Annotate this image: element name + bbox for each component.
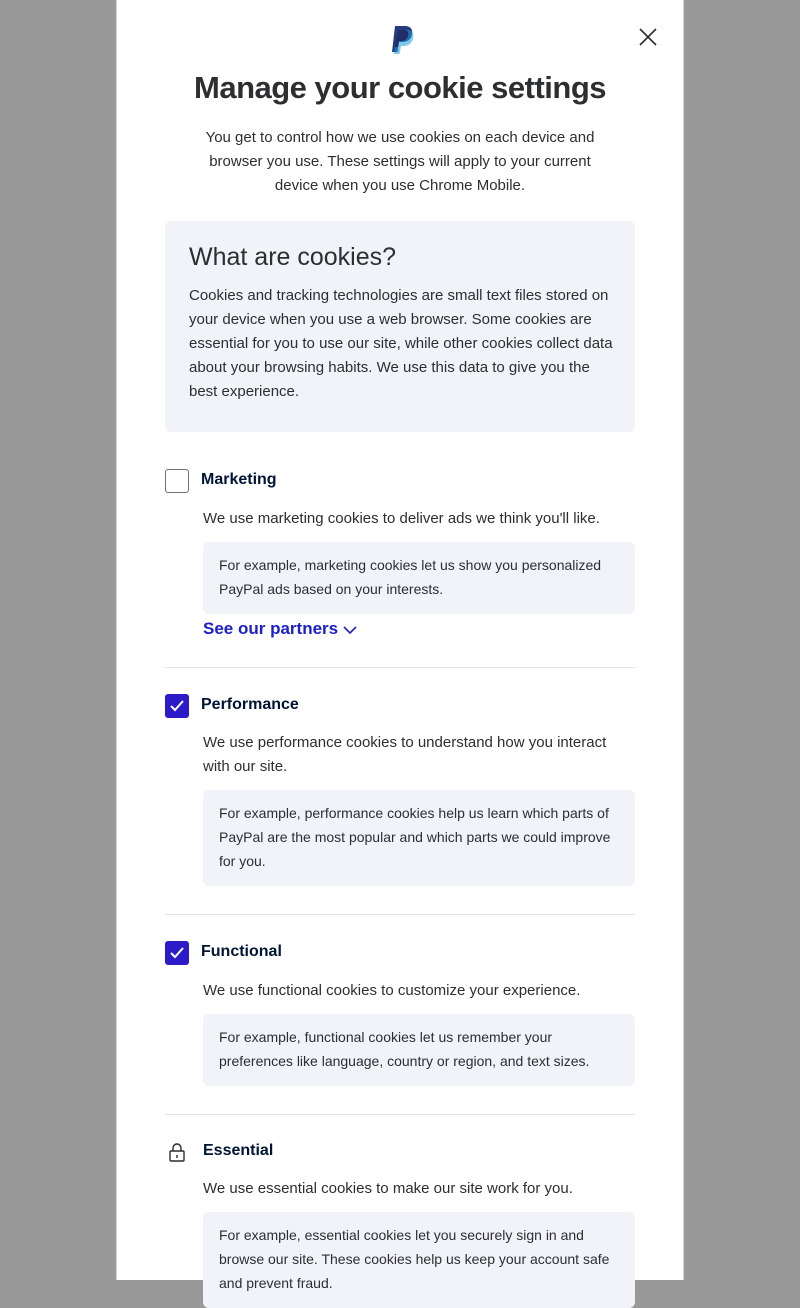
see-partners-link[interactable] (203, 619, 358, 639)
marketing-example: For example, marketing cookies let us show you personalized PayPal ads based on your interests. (203, 542, 635, 614)
what-are-cookies-title: What are cookies? (189, 243, 397, 271)
page-title: Manage your cookie settings (194, 70, 606, 105)
close-button[interactable] (635, 24, 661, 50)
cookie-settings-modal (116, 0, 684, 1291)
functional-description: We use functional cookies to customize your experience. (203, 982, 581, 999)
functional-checkbox[interactable] (165, 941, 189, 965)
functional-example: For example, functional cookies let us remember your preferences like language, country or region, and text sizes. (203, 1014, 635, 1086)
performance-example: For example, performance cookies help us learn which parts of PayPal are the most popular and which parts we could improve for you. (203, 790, 635, 886)
marketing-checkbox[interactable] (165, 469, 189, 493)
lock-icon (167, 1142, 187, 1162)
performance-checkbox[interactable] (165, 694, 189, 718)
marketing-label: Marketing (201, 471, 277, 488)
essential-example: For example, essential cookies let you securely sign in and browse our site. These cookies help us keep your account safe and prevent fraud. (203, 1212, 635, 1308)
performance-description: We use performance cookies to understand how you interact with our site. (203, 734, 607, 775)
performance-label: Performance (201, 696, 299, 713)
paypal-logo (388, 25, 414, 55)
essential-description: We use essential cookies to make our site work for you. (203, 1180, 573, 1197)
functional-label: Functional (201, 943, 282, 960)
divider (165, 1114, 635, 1115)
divider (165, 667, 635, 668)
see-partners-label: See our partners (203, 619, 339, 638)
intro-text: You get to control how we use cookies on each device and browser you use. These settings will apply to your current device when you use Chrome Mobile. (205, 129, 595, 194)
checkmark-icon (169, 698, 185, 714)
divider (165, 914, 635, 915)
essential-label: Essential (203, 1142, 274, 1159)
chevron-down-icon (342, 624, 358, 636)
what-are-cookies-panel (165, 221, 635, 432)
close-icon (635, 24, 661, 50)
checkmark-icon (169, 945, 185, 961)
what-are-cookies-text: Cookies and tracking technologies are small text files stored on your device when you use a web browser. Some cookies are essential for you to use our site, while other cookies collect data about your browsing habits. We use this data to give you the best experience. (189, 287, 613, 400)
marketing-description: We use marketing cookies to deliver ads we think you'll like. (203, 510, 600, 527)
